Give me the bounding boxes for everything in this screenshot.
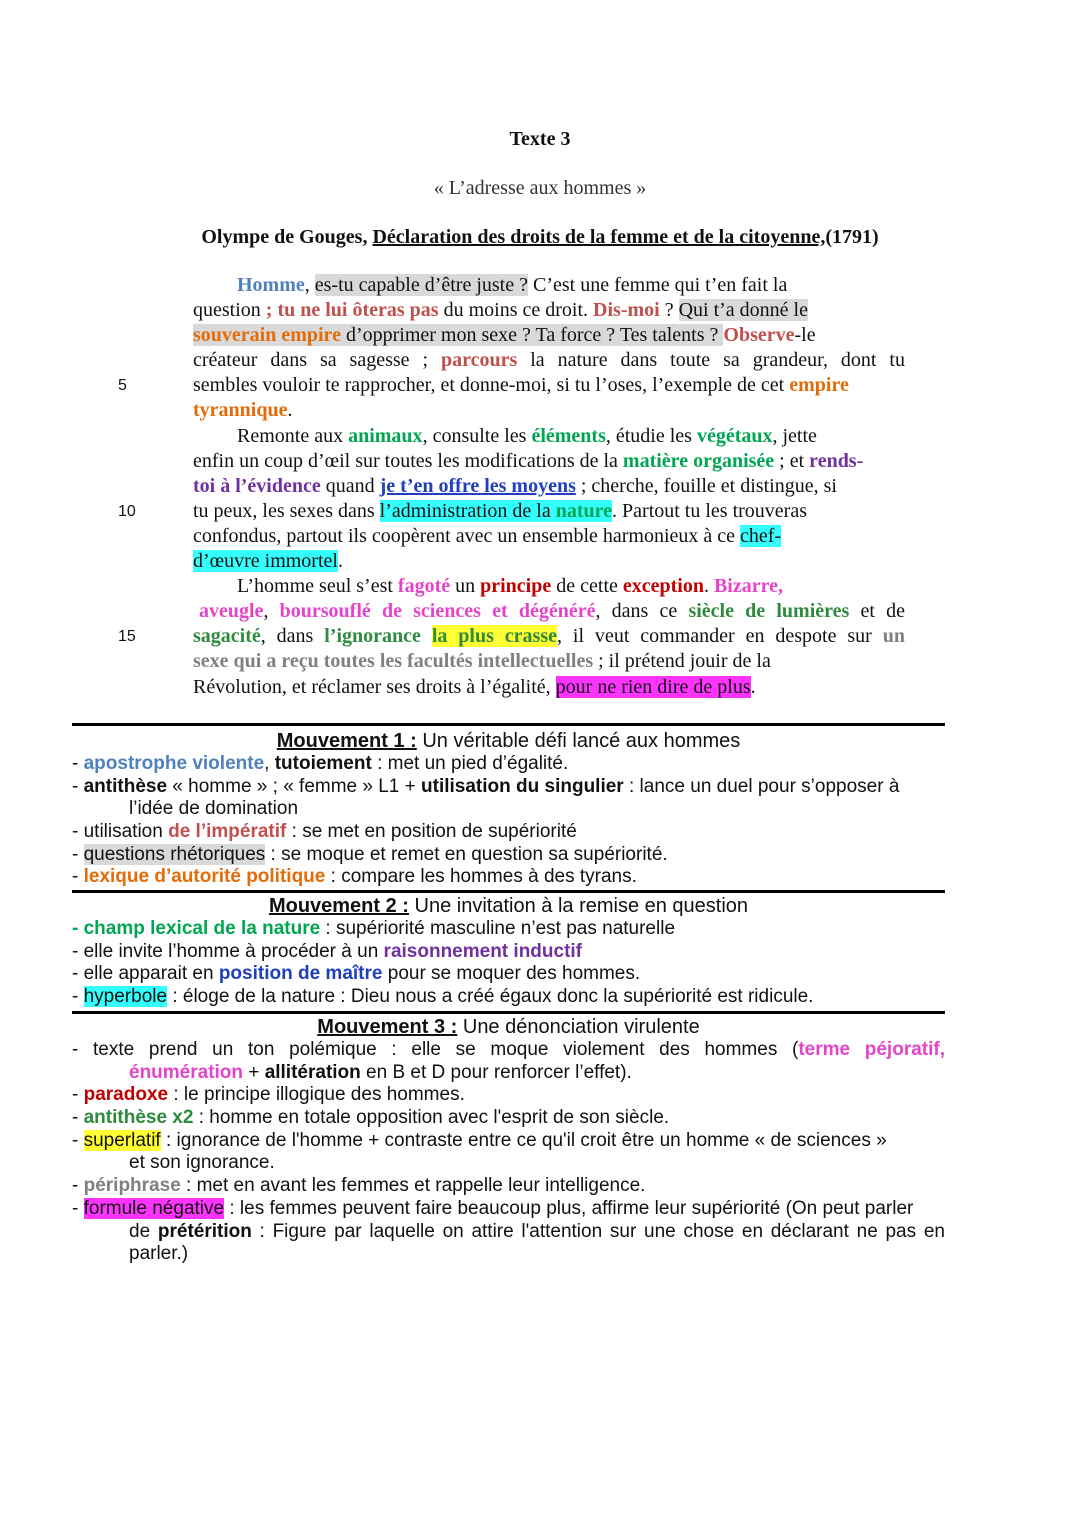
- analysis-item: [72, 1107, 945, 1130]
- analysis-item-continued: et son ignorance.: [129, 1152, 275, 1174]
- text-span: d’œuvre immortel: [193, 550, 338, 573]
- text-span: chef-: [740, 524, 782, 547]
- analysis-item-continued: parler.): [129, 1243, 189, 1265]
- text-span: : Figure par laquelle on attire l'attention sur une chose en déclarant ne pas en: [251, 1220, 945, 1242]
- text-span: : éloge de la nature : Dieu nous a créé égaux donc la supériorité est ridicule.: [167, 986, 814, 1008]
- text-span: -: [72, 1129, 84, 1151]
- text-span: -: [72, 775, 84, 797]
- text-span: , dans: [260, 625, 325, 648]
- text-span: allitération: [264, 1061, 361, 1083]
- text-span: ,: [304, 274, 315, 296]
- text-span: « homme » ; « femme » L1 +: [167, 775, 422, 797]
- text-span: -: [72, 1197, 84, 1219]
- text-span: ,: [263, 600, 280, 623]
- work-title: Déclaration des droits de la femme et de la citoyenne,: [372, 226, 826, 248]
- text-span: - elle apparait en: [72, 963, 219, 985]
- document-title: Texte 3: [509, 128, 571, 150]
- text-span: -: [72, 866, 84, 888]
- text-span: Homme: [237, 274, 305, 296]
- text-span: antithèse x2: [83, 1107, 194, 1129]
- text-span: fagoté: [397, 575, 451, 598]
- movement-label: Mouvement 2 :: [268, 895, 409, 917]
- line-number-10: 10: [118, 503, 136, 520]
- text-span: créateur dans sa sagesse ;: [193, 349, 441, 372]
- text-line-7: [193, 424, 905, 449]
- text-span: , étudie les: [605, 424, 697, 447]
- text-span: +: [243, 1061, 265, 1083]
- text-span: enfin un coup d’œil sur toutes les modifications de la: [193, 449, 623, 472]
- text-span: : se met en position de supériorité: [286, 821, 577, 843]
- text-span: es-tu capable d’être juste ?: [314, 274, 528, 296]
- text-span: paradoxe: [83, 1084, 169, 1106]
- text-span: de: [129, 1220, 158, 1242]
- text-span: ,: [264, 753, 275, 774]
- text-line-17: [193, 675, 905, 700]
- text-span: du moins ce droit.: [438, 299, 594, 322]
- text-span: -: [72, 1084, 84, 1106]
- movement-label: Mouvement 1 :: [276, 730, 417, 752]
- analysis-item: [72, 776, 945, 799]
- analysis-item: [72, 986, 945, 1009]
- text-span: questions rhétoriques: [83, 843, 266, 865]
- text-span: C’est une femme qui t’en fait la: [528, 274, 788, 296]
- text-span: -le: [794, 324, 816, 347]
- text-span: . Partout tu les trouveras: [612, 499, 807, 522]
- text-span: tutoiement: [274, 753, 372, 774]
- text-span: question: [193, 299, 266, 322]
- text-span: exception: [622, 575, 704, 598]
- text-span: boursouflé de sciences et dégénéré: [279, 600, 596, 623]
- text-span: hyperbole: [83, 986, 168, 1008]
- movement-3: [72, 1015, 945, 1266]
- text-line-10: [193, 499, 905, 524]
- movement-label: Mouvement 3 :: [317, 1016, 458, 1038]
- year: (1791): [825, 226, 879, 248]
- text-span: : ignorance de l'homme + contraste entre ce qu'il croit être un homme « de sciences »: [160, 1129, 887, 1151]
- analysis-item-continued: [72, 1062, 945, 1085]
- text-span: .: [750, 675, 756, 698]
- text-line-4: [193, 348, 905, 373]
- text-span: : les femmes peuvent faire beaucoup plus, affirme leur supériorité (On peut parler: [224, 1197, 914, 1219]
- divider: [72, 723, 945, 726]
- analysis-item: [72, 1084, 945, 1107]
- text-span: : le principe illogique des hommes.: [168, 1084, 465, 1106]
- text-span: - champ lexical de la nature: [72, 918, 321, 939]
- text-span: -: [72, 1175, 84, 1197]
- text-span: en B et D pour renforcer l’effet).: [360, 1061, 632, 1083]
- text-line-13: [193, 574, 905, 599]
- text-span: - texte prend un ton polémique : elle se moque violement des hommes (: [72, 1039, 799, 1060]
- text-span: ; et: [774, 449, 810, 472]
- analysis-item: [72, 918, 945, 941]
- author: Olympe de Gouges,: [201, 226, 373, 248]
- analysis-item: [72, 941, 945, 964]
- document-subtitle: « L’adresse aux hommes »: [433, 177, 647, 199]
- text-span: .: [703, 575, 714, 598]
- text-span: -: [72, 986, 84, 1008]
- text-span: utilisation du singulier: [421, 775, 624, 797]
- text-span: tyrannique: [193, 399, 288, 422]
- text-span: je t’en offre les moyens: [379, 474, 576, 497]
- text-span: la nature dans toute sa grandeur, dont tu: [517, 349, 905, 372]
- text-span: Remonte aux: [237, 424, 349, 447]
- text-span: superlatif: [83, 1129, 161, 1151]
- text-span: de l’impératif: [168, 821, 287, 843]
- text-line-12: [193, 549, 905, 574]
- text-span: prétérition: [157, 1220, 252, 1242]
- text-span: : homme en totale opposition avec l'esprit de son siècle.: [193, 1107, 670, 1129]
- text-span: - utilisation: [72, 821, 169, 843]
- text-span: [421, 625, 432, 647]
- text-line-11: [193, 524, 905, 549]
- analysis-item: [72, 1198, 945, 1221]
- text-span: Bizarre,: [713, 575, 784, 598]
- text-span: : met en avant les femmes et rappelle leur intelligence.: [180, 1175, 646, 1197]
- movement-1: [72, 729, 945, 889]
- text-span: périphrase: [83, 1175, 181, 1197]
- text-line-14: [193, 599, 905, 624]
- analysis-item: [72, 821, 945, 844]
- text-span: terme péjoratif,: [798, 1039, 945, 1060]
- text-span: raisonnement inductif: [383, 940, 583, 962]
- text-span: la plus crasse: [431, 625, 557, 648]
- text-span: confondus, partout ils coopèrent avec un ensemble harmonieux à ce: [193, 524, 741, 547]
- text-span: matière organisée: [622, 449, 775, 472]
- text-span: : lance un duel pour s’opposer à: [623, 775, 900, 797]
- text-span: pour se moquer des hommes.: [382, 963, 641, 985]
- text-span: -: [72, 1107, 84, 1129]
- movement-title: Un véritable défi lancé aux hommes: [416, 730, 741, 752]
- line-number-15: 15: [118, 628, 136, 645]
- text-line-8: [193, 449, 905, 474]
- analysis-item: [72, 753, 945, 776]
- text-span: Dis-moi: [593, 299, 660, 322]
- text-span: rends-: [809, 449, 864, 472]
- movement-heading: [72, 894, 945, 918]
- text-span: ; cherche, fouille et distingue, si: [575, 474, 837, 497]
- literary-text: [193, 273, 905, 700]
- analysis-item-continued: [72, 1221, 945, 1244]
- text-span: tu peux, les sexes dans: [193, 499, 380, 522]
- text-span: L’homme seul s’est: [237, 575, 398, 598]
- text-line-16: [193, 649, 905, 674]
- text-span: un: [882, 625, 905, 648]
- analysis-item: [72, 963, 945, 986]
- analysis-item: [72, 1130, 945, 1153]
- text-span: ; tu ne lui ôteras pas: [265, 299, 439, 322]
- text-span: formule négative: [83, 1197, 225, 1219]
- text-line-5: [193, 373, 905, 398]
- text-span: de cette: [551, 575, 623, 598]
- text-line-9: [193, 474, 905, 499]
- movement-2: [72, 894, 945, 1009]
- text-span: , dans ce: [595, 600, 689, 623]
- movement-heading: [72, 1015, 945, 1039]
- text-line-1: [193, 273, 905, 298]
- text-span: : met un pied d’égalité.: [371, 753, 569, 774]
- text-span: antithèse: [83, 775, 168, 797]
- text-span: quand: [320, 474, 380, 497]
- byline: [0, 226, 1080, 249]
- text-span: souverain empire: [193, 324, 341, 347]
- text-span: aveugle: [199, 600, 264, 623]
- text-span: sembles vouloir te rapprocher, et donne-moi, si tu l’oses, l’exemple de cet: [193, 374, 790, 397]
- text-span: Observe: [723, 324, 795, 347]
- text-span: lexique d’autorité politique: [83, 866, 326, 888]
- text-span: empire: [789, 374, 849, 397]
- text-span: d’opprimer mon sexe ? Ta force ? Tes talents ?: [340, 324, 724, 347]
- text-span: -: [72, 753, 84, 774]
- text-span: parcours: [440, 349, 518, 372]
- text-span: l’administration de la: [379, 499, 556, 522]
- text-line-15: [193, 624, 905, 649]
- text-span: ; il prétend jouir de la: [593, 650, 771, 673]
- line-number-5: 5: [118, 377, 127, 394]
- text-line-3: [193, 323, 905, 348]
- text-span: ?: [659, 299, 679, 322]
- text-span: , jette: [772, 424, 817, 447]
- text-span: un: [450, 575, 481, 598]
- movement-title: Une invitation à la remise en question: [408, 895, 749, 917]
- text-span: : se moque et remet en question sa supériorité.: [265, 843, 668, 865]
- analysis-item: [72, 866, 945, 889]
- movement-title: Une dénonciation virulente: [457, 1016, 700, 1038]
- text-span: -: [72, 843, 84, 865]
- text-span: nature: [555, 499, 613, 522]
- text-span: apostrophe violente: [83, 753, 265, 774]
- text-span: principe: [480, 575, 552, 598]
- analysis-item: [72, 844, 945, 867]
- text-span: : compare les hommes à des tyrans.: [325, 866, 637, 888]
- text-span: sexe qui a reçu toutes les facultés intellectuelles: [193, 650, 594, 673]
- text-span: , il veut commander en despote sur: [557, 625, 883, 648]
- text-span: éléments: [531, 424, 606, 447]
- text-span: , consulte les: [422, 424, 532, 447]
- text-span: énumération: [129, 1061, 244, 1083]
- text-span: végétaux: [696, 424, 773, 447]
- text-span: et de: [849, 600, 905, 623]
- text-span: toi à l’évidence: [193, 474, 321, 497]
- text-span: animaux: [348, 424, 423, 447]
- text-span: siècle de lumières: [688, 600, 850, 623]
- analysis-item-continued: l’idée de domination: [129, 798, 299, 820]
- divider: [72, 1011, 945, 1014]
- text-line-6: [193, 398, 905, 423]
- text-span: Qui t’a donné le: [678, 299, 808, 322]
- divider: [72, 890, 945, 893]
- text-line-2: [193, 298, 905, 323]
- text-span: Révolution, et réclamer ses droits à l’égalité,: [193, 675, 556, 698]
- text-span: .: [337, 550, 343, 573]
- text-span: position de maître: [218, 963, 383, 985]
- text-span: : supériorité masculine n’est pas naturelle: [320, 918, 676, 939]
- text-span: sagacité: [193, 625, 261, 648]
- analysis-item: [72, 1039, 945, 1062]
- movement-heading: [72, 729, 945, 753]
- text-span: l’ignorance: [324, 625, 421, 648]
- text-span: .: [287, 399, 293, 422]
- text-span: pour ne rien dire de plus: [555, 675, 751, 698]
- text-span: - elle invite l’homme à procéder à un: [72, 940, 384, 962]
- analysis-item: [72, 1175, 945, 1198]
